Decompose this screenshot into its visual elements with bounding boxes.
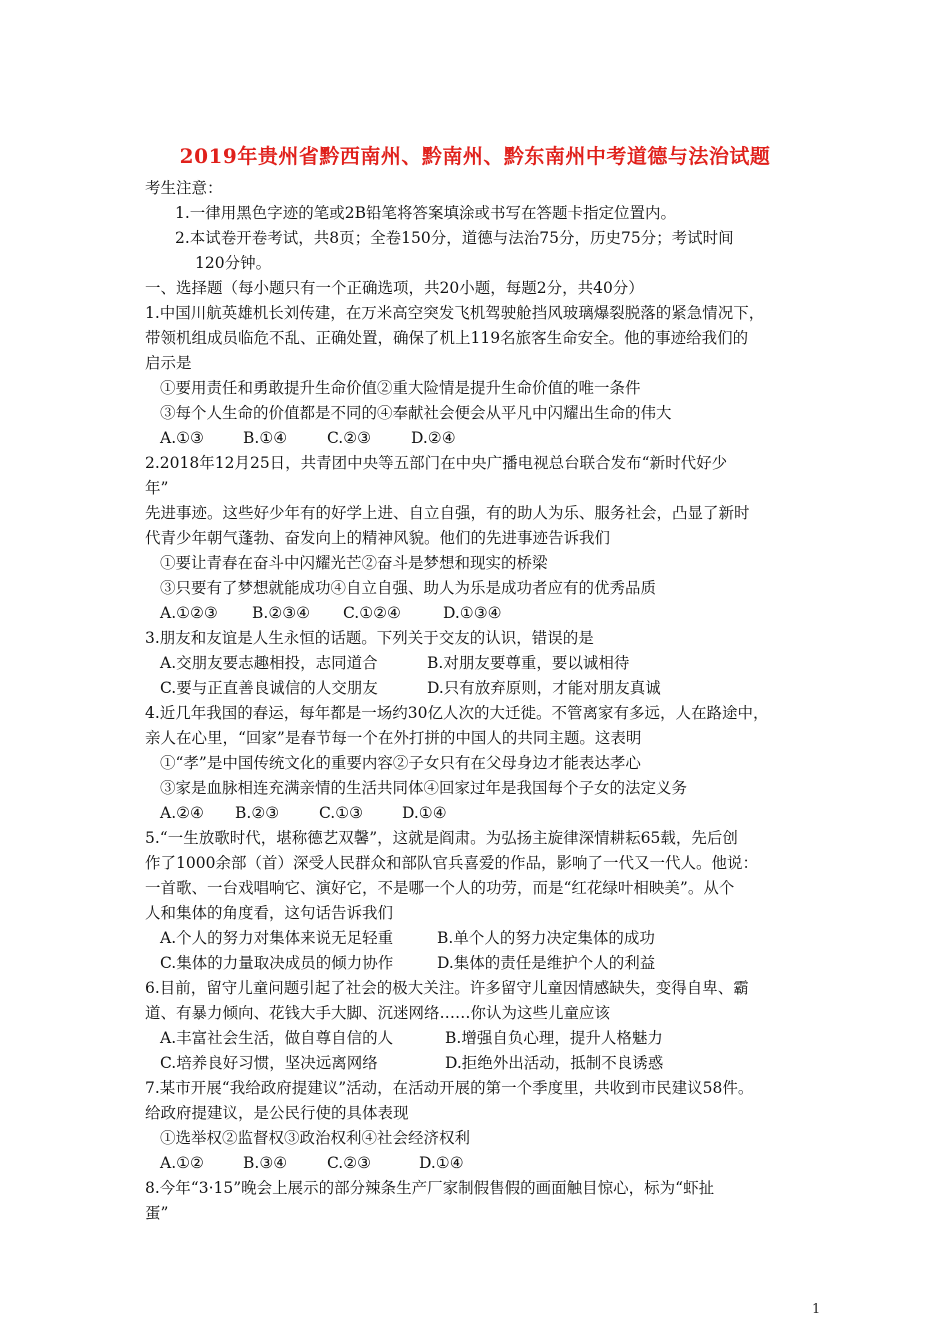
q6-option-d: D.拒绝外出活动，抵制不良诱惑: [445, 1054, 664, 1072]
q2-stem: 代青少年朝气蓬勃、奋发向上的精神风貌。他们的先进事迹告诉我们: [145, 529, 611, 547]
q1-option-b: B.①④: [243, 429, 288, 447]
q4-stem: 4.近几年我国的春运，每年都是一场约30亿人次的大迁徙。不管离家有多远，人在路途中，: [145, 704, 769, 722]
q8-stem: 蛋”: [145, 1204, 169, 1222]
q5-option-b: B.单个人的努力决定集体的成功: [437, 929, 655, 947]
q1-stem: 启示是: [145, 354, 192, 372]
q1-option-a: A.①③: [160, 429, 204, 447]
q4-option-b: B.②③: [235, 804, 280, 822]
q7-statement: ①选举权②监督权③政治权利④社会经济权利: [160, 1129, 471, 1147]
section-heading: 一、选择题（每小题只有一个正确选项，共20小题，每题2分，共40分）: [145, 279, 644, 297]
q7-stem: 7.某市开展“我给政府提建议”活动，在活动开展的第一个季度里，共收到市民建议58件。: [145, 1079, 754, 1097]
q2-statement: ①要让青春在奋斗中闪耀光芒②奋斗是梦想和现实的桥梁: [160, 554, 548, 572]
q7-option-c: C.②③: [327, 1154, 372, 1172]
q7-option-a: A.①②: [160, 1154, 204, 1172]
q6-option-c: C.培养良好习惯，坚决远离网络: [160, 1054, 378, 1072]
q1-option-d: D.②④: [411, 429, 456, 447]
q5-stem: 一首歌、一台戏唱响它、演好它，不是哪一个人的功劳，而是“红花绿叶相映美”。从个: [145, 879, 735, 897]
q2-option-c: C.①②④: [343, 604, 401, 622]
q6-option-a: A.丰富社会生活，做自尊自信的人: [160, 1029, 394, 1047]
q4-statement: ③家是血脉相连充满亲情的生活共同体④回家过年是我国每个子女的法定义务: [160, 779, 688, 797]
q6-stem: 道、有暴力倾向、花钱大手大脚、沉迷网络……你认为这些儿童应该: [145, 1004, 611, 1022]
q3-option-a: A.交朋友要志趣相投，志同道合: [160, 654, 378, 672]
q3-option-d: D.只有放弃原则，才能对朋友真诚: [427, 679, 661, 697]
q3-option-b: B.对朋友要尊重，要以诚相待: [427, 654, 630, 672]
q5-stem: 5.“一生放歌时代，堪称德艺双馨”，这就是阎肃。为弘扬主旋律深情耕耘65载，先后创: [145, 829, 738, 847]
q7-option-b: B.③④: [243, 1154, 288, 1172]
q6-option-b: B.增强自负心理，提升人格魅力: [445, 1029, 663, 1047]
q4-option-a: A.②④: [160, 804, 204, 822]
q1-statement: ①要用责任和勇敢提升生命价值②重大险情是提升生命价值的唯一条件: [160, 379, 641, 397]
notice-heading: 考生注意：: [145, 179, 223, 197]
notice-item-2-cont: 120分钟。: [195, 254, 272, 272]
q4-option-d: D.①④: [402, 804, 447, 822]
q7-stem: 给政府提建议，是公民行使的具体表现: [145, 1104, 409, 1122]
q2-stem: 年”: [145, 479, 169, 497]
notice-item-1: 1.一律用黑色字迹的笔或2B铅笔将答案填涂或书写在答题卡指定位置内。: [175, 204, 677, 222]
q2-option-b: B.②③④: [252, 604, 311, 622]
q6-stem: 6.目前，留守儿童问题引起了社会的极大关注。许多留守儿童因情感缺失，变得自卑、霸: [145, 979, 749, 997]
q1-option-c: C.②③: [327, 429, 372, 447]
q8-stem: 8.今年“3·15”晚会上展示的部分辣条生产厂家制假售假的画面触目惊心，标为“虾扯: [145, 1179, 715, 1197]
q7-option-d: D.①④: [419, 1154, 464, 1172]
page-number: 1: [812, 1302, 821, 1317]
q1-stem: 带领机组成员临危不乱、正确处置，确保了机上119名旅客生命安全。他的事迹给我们的: [145, 329, 749, 347]
q4-option-c: C.①③: [319, 804, 364, 822]
q5-option-d: D.集体的责任是维护个人的利益: [437, 954, 656, 972]
q2-option-a: A.①②③: [160, 604, 218, 622]
q2-statement: ③只要有了梦想就能成功④自立自强、助人为乐是成功者应有的优秀品质: [160, 579, 657, 597]
q2-option-d: D.①③④: [443, 604, 502, 622]
exam-title: 2019年贵州省黔西南州、黔南州、黔东南州中考道德与法治试题: [179, 144, 771, 168]
q5-option-c: C.集体的力量取决成员的倾力协作: [160, 954, 394, 972]
q2-stem: 先进事迹。这些好少年有的好学上进、自立自强，有的助人为乐、服务社会，凸显了新时: [145, 504, 750, 522]
q5-stem: 作了1000余部（首）深受人民群众和部队官兵喜爱的作品，影响了一代又一代人。他说：: [145, 854, 758, 872]
q1-stem: 1.中国川航英雄机长刘传建，在万米高空突发飞机驾驶舱挡风玻璃爆裂脱落的紧急情况下，: [145, 304, 765, 322]
q1-statement: ③每个人生命的价值都是不同的④奉献社会便会从平凡中闪耀出生命的伟大: [160, 404, 672, 422]
q4-statement: ①“孝”是中国传统文化的重要内容②子女只有在父母身边才能表达孝心: [160, 754, 641, 772]
q3-option-c: C.要与正直善良诚信的人交朋友: [160, 679, 378, 697]
q3-stem: 3.朋友和友谊是人生永恒的话题。下列关于交友的认识，错误的是: [145, 629, 594, 647]
q2-stem: 2.2018年12月25日，共青团中央等五部门在中央广播电视总台联合发布“新时代好少: [145, 454, 728, 472]
q5-option-a: A.个人的努力对集体来说无足轻重: [160, 929, 394, 947]
notice-item-2: 2.本试卷开卷考试，共8页；全卷150分，道德与法治75分，历史75分；考试时间: [175, 229, 734, 247]
q4-stem: 亲人在心里，“回家”是春节每一个在外打拼的中国人的共同主题。这表明: [145, 729, 642, 747]
q5-stem: 人和集体的角度看，这句话告诉我们: [145, 904, 394, 922]
